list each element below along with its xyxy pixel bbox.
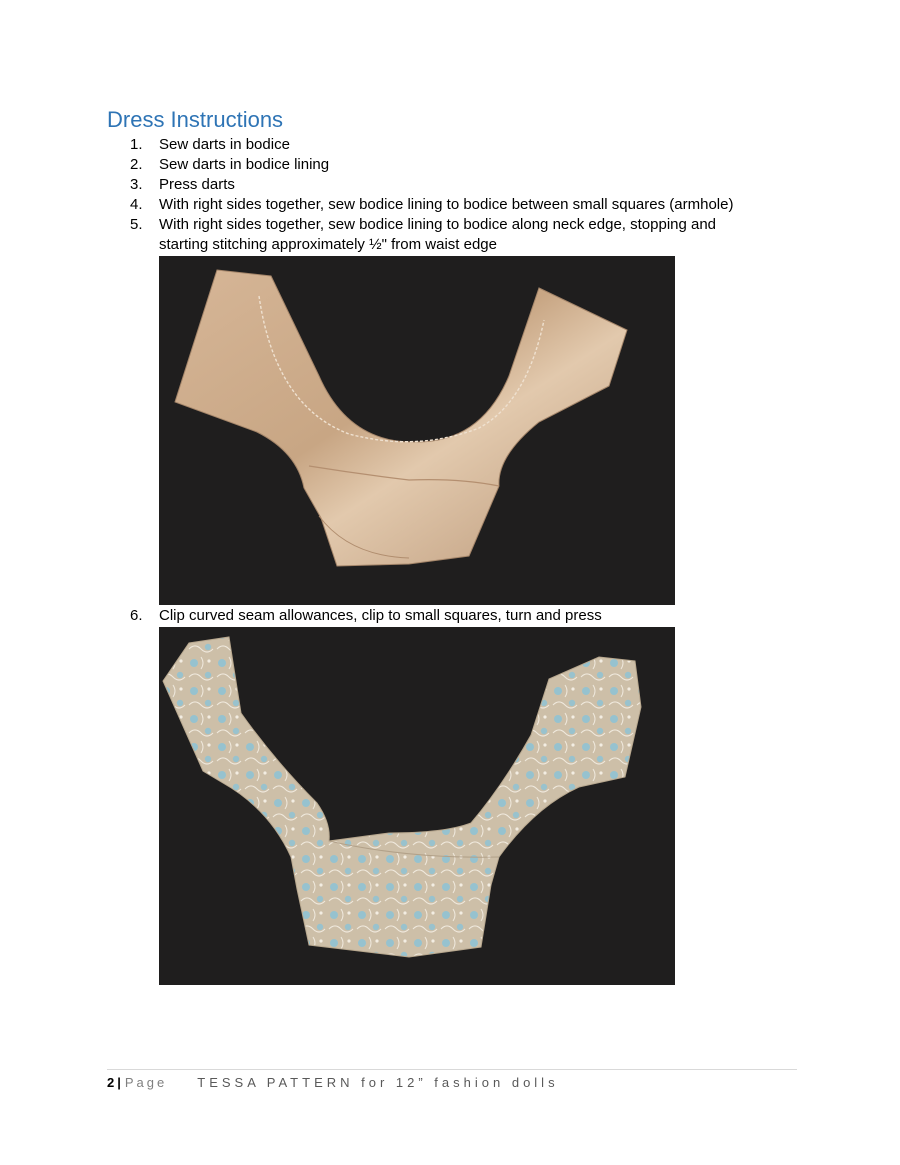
step-text: Sew darts in bodice xyxy=(159,136,290,153)
bodice-turned-photo xyxy=(159,627,675,985)
step-number: 3. xyxy=(130,176,143,193)
step-number: 4. xyxy=(130,196,143,213)
bodice-lining-illustration xyxy=(159,256,675,605)
bodice-lining-photo xyxy=(159,256,675,605)
footer-divider xyxy=(107,1069,797,1070)
footer-title: TESSA PATTERN for 12” fashion dolls xyxy=(197,1075,559,1090)
bodice-turned-illustration xyxy=(159,627,675,985)
step-number: 1. xyxy=(130,136,143,153)
page-label: Page xyxy=(124,1075,168,1090)
footer-separator: | xyxy=(117,1075,121,1090)
step-text: With right sides together, sew bodice lining to bodice between small squares (armhole) xyxy=(159,196,734,213)
step-text: Sew darts in bodice lining xyxy=(159,156,330,173)
page-heading: Dress Instructions xyxy=(107,107,284,132)
step-number: 6. xyxy=(130,607,143,624)
step-number: 2. xyxy=(130,156,143,173)
step-text: starting stitching approximately ½" from waist edge xyxy=(159,236,497,253)
page-footer xyxy=(107,1074,559,1092)
page-number: 2 xyxy=(107,1075,115,1090)
step-text: With right sides together, sew bodice lining to bodice along neck edge, stopping and xyxy=(159,216,717,233)
step-text: Clip curved seam allowances, clip to small squares, turn and press xyxy=(159,607,602,624)
step-text: Press darts xyxy=(159,176,235,193)
step-number: 5. xyxy=(130,216,143,233)
